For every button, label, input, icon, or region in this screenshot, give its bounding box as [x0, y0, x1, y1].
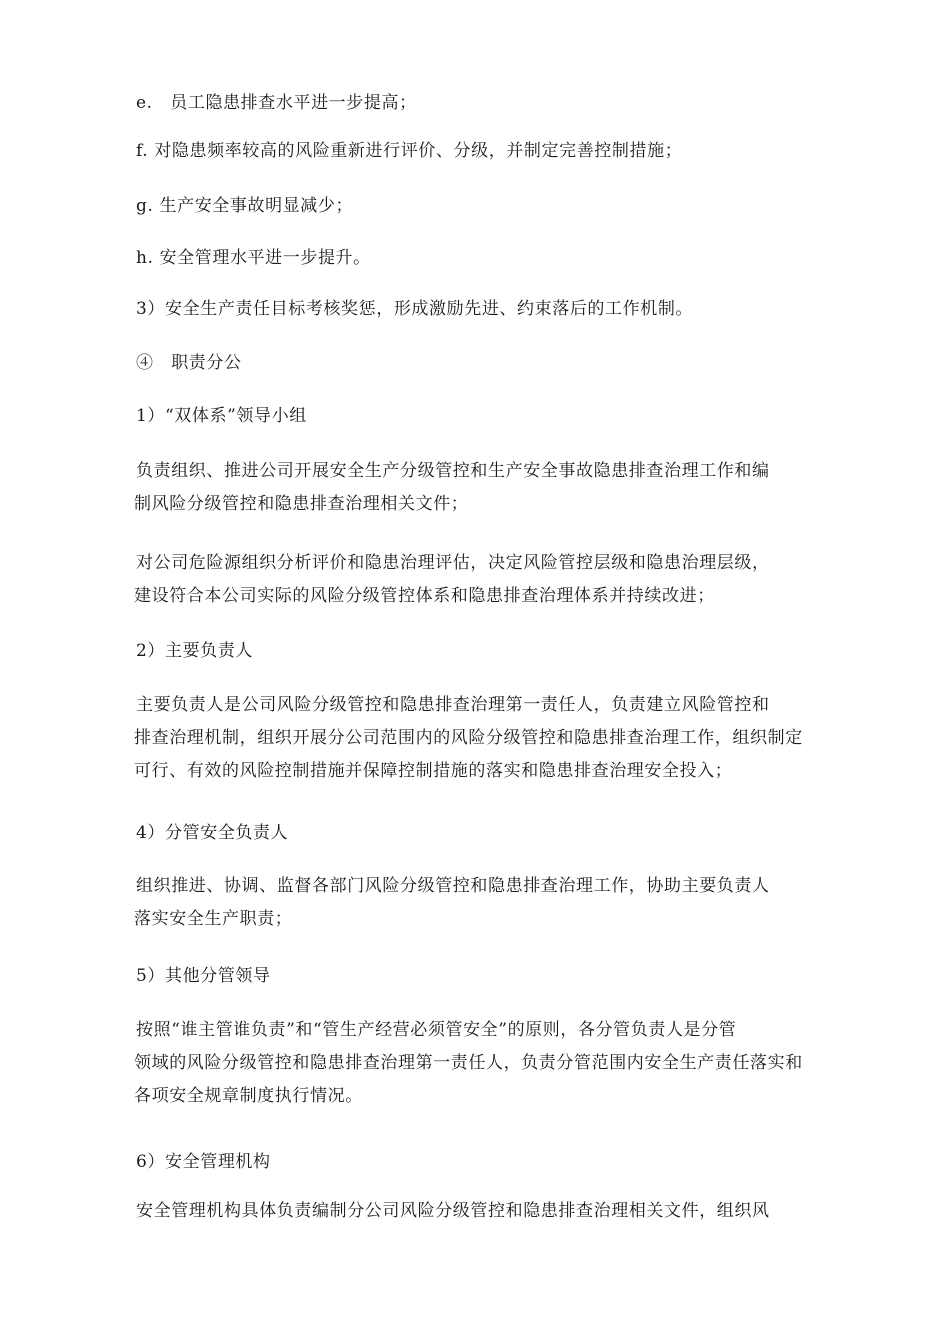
- paragraph-6: [136, 1195, 836, 1228]
- paragraph-2: [136, 689, 836, 788]
- paragraph-line: 落实安全生产职责；: [134, 909, 293, 929]
- subheading-6: 6）安全管理机构: [136, 1152, 271, 1172]
- paragraph-4: [136, 870, 836, 936]
- paragraph-5: [136, 1014, 836, 1113]
- paragraph-line: 负责组织、推进公司开展安全生产分级管控和生产安全事故隐患排查治理工作和编: [136, 461, 770, 481]
- paragraph-line: 按照“谁主管谁负责”和“管生产经营必须管安全”的原则，各分管负责人是分管: [136, 1020, 737, 1040]
- subheading-4: 4）分管安全负责人: [136, 823, 289, 843]
- paragraph-line: 领域的风险分级管控和隐患排查治理第一责任人，负责分管范围内安全生产责任落实和: [134, 1053, 803, 1073]
- list-item-3: 3）安全生产责任目标考核奖惩，形成激励先进、约束落后的工作机制。: [136, 299, 694, 319]
- paragraph-line: 排查治理机制，组织开展分公司范围内的风险分级管控和隐患排查治理工作，组织制定: [134, 728, 803, 748]
- paragraph-line: 主要负责人是公司风险分级管控和隐患排查治理第一责任人，负责建立风险管控和: [136, 695, 770, 715]
- section-heading-4: ④ 职责分公: [136, 353, 242, 373]
- paragraph-line: 各项安全规章制度执行情况。: [134, 1086, 363, 1106]
- paragraph-line: 建设符合本公司实际的风险分级管控体系和隐患排查治理体系并持续改进；: [134, 586, 715, 606]
- paragraph-1a: [136, 455, 836, 521]
- subheading-2: 2）主要负责人: [136, 641, 254, 661]
- list-item-g: g. 生产安全事故明显减少；: [136, 196, 354, 216]
- paragraph-line: 可行、有效的风险控制措施并保障控制措施的落实和隐患排查治理安全投入；: [134, 761, 733, 781]
- paragraph-line: 安全管理机构具体负责编制分公司风险分级管控和隐患排查治理相关文件，组织风: [136, 1201, 770, 1221]
- list-item-h: h. 安全管理水平进一步提升。: [136, 248, 371, 268]
- list-item-f: f. 对隐患频率较高的风险重新进行评价、分级，并制定完善控制措施；: [136, 141, 683, 161]
- subheading-5: 5）其他分管领导: [136, 966, 271, 986]
- paragraph-line: 组织推进、协调、监督各部门风险分级管控和隐患排查治理工作，协助主要负责人: [136, 876, 770, 896]
- paragraph-line: 制风险分级管控和隐患排查治理相关文件；: [134, 494, 469, 514]
- paragraph-line: 对公司危险源组织分析评价和隐患治理评估，决定风险管控层级和隐患治理层级，: [136, 553, 770, 573]
- subheading-1: 1）“双体系”领导小组: [136, 406, 307, 426]
- list-item-e: e. 员工隐患排查水平进一步提高；: [136, 93, 417, 113]
- paragraph-1b: [136, 547, 836, 613]
